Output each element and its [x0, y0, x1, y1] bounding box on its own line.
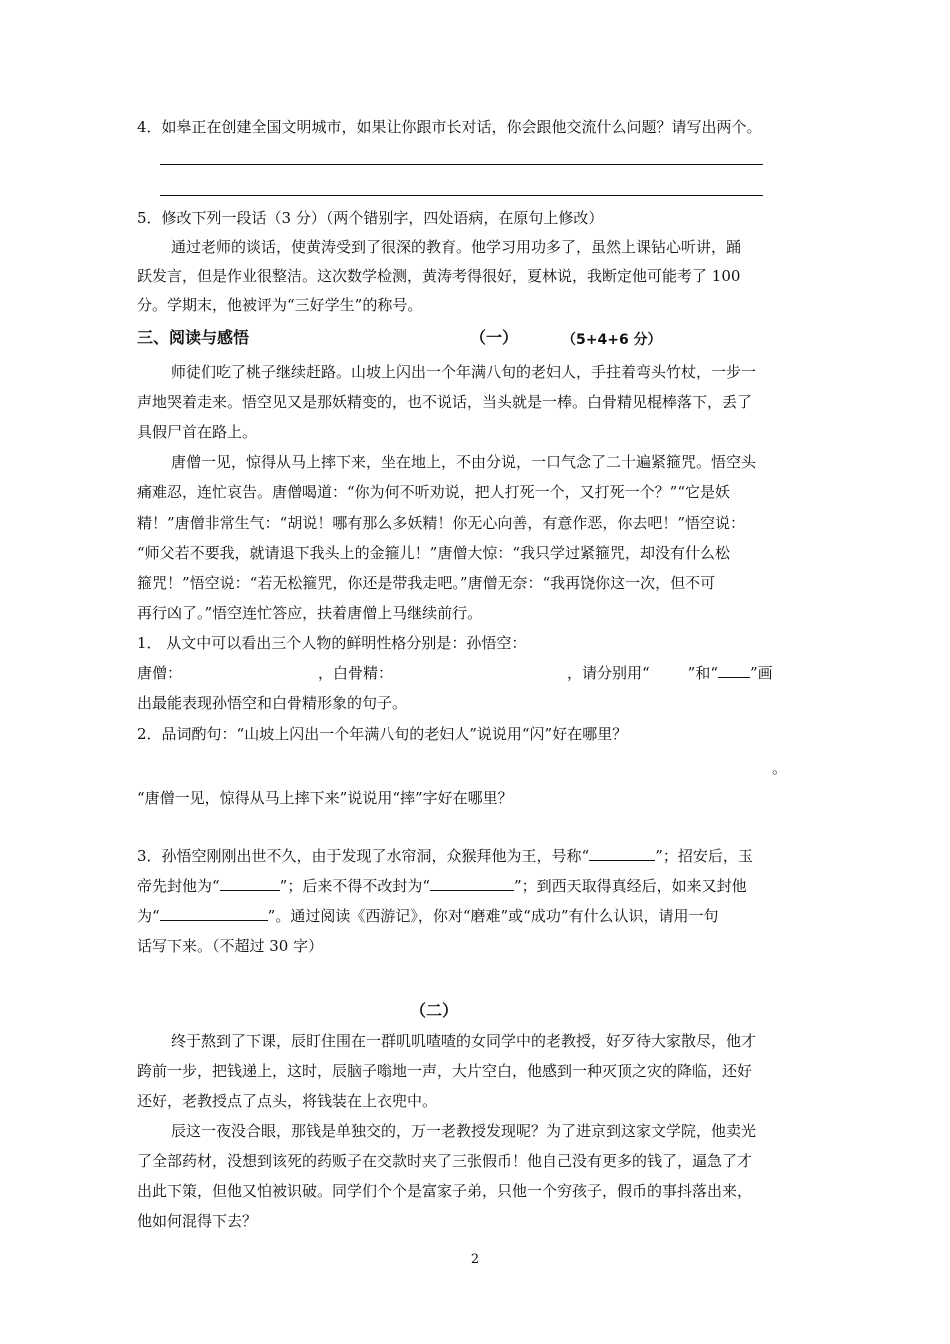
- section-heading: 三、阅读与感悟: [137, 328, 250, 347]
- fill-blank[interactable]: [160, 906, 268, 921]
- passage-line: 了全部药材，没想到该死的药贩子在交款时夹了三张假币！他自己没有更多的钱了，逼急了才: [137, 1152, 753, 1170]
- q5-text-line: 分。学期末，他被评为“三好学生”的称号。: [137, 296, 423, 314]
- q1-tangseng: 唐僧：: [137, 664, 183, 682]
- passage-line: 再行凶了。”悟空连忙答应，扶着唐僧上马继续前行。: [137, 604, 483, 622]
- q3-line: [137, 846, 753, 866]
- passage-line: 声地哭着走来。悟空见又是那妖精变的，也不说话，当头就是一棒。白骨精见棍棒落下，丢了: [137, 393, 753, 411]
- passage-line: 他如何混得下去？: [137, 1212, 258, 1230]
- q3-part: ”；到西天取得真经后，如来又封他: [514, 877, 747, 895]
- passage-line: 出此下策，但他又怕被识破。同学们个个是富家子弟，只他一个穷孩子，假币的事抖落出来，: [137, 1182, 753, 1200]
- part-2-label: （二）: [410, 1001, 459, 1020]
- q5-text-line: 通过老师的谈话，使黄涛受到了很深的教育。他学习用功多了，虽然上课钻心听讲，踊: [171, 238, 742, 256]
- q3-part: ”；招安后，玉: [655, 847, 753, 865]
- q3-part: 3．孙悟空刚刚出世不久，由于发现了水帘洞，众猴拜他为王，号称“: [137, 847, 590, 865]
- q1-instr-part: ，请分别用“: [567, 664, 650, 682]
- passage-line: 辰这一夜没合眼，那钱是单独交的，万一老教授发现呢？为了进京到这家文学院，他卖光: [171, 1122, 757, 1140]
- passage-line: 终于熬到了下课，辰盯住围在一群叽叽喳喳的女同学中的老教授，好歹待大家散尽，他才: [171, 1032, 757, 1050]
- q3-part: ”；后来不得不改封为“: [279, 877, 431, 895]
- q3-part: ”。通过阅读《西游记》，你对“磨难”或“成功”有什么认识，请用一句: [267, 907, 719, 925]
- passage-line: 痛难忍，连忙哀告。唐僧喝道：“你为何不听劝说，把人打死一个，又打死一个？”“它是妖: [137, 483, 731, 501]
- passage-line: 唐僧一见，惊得从马上摔下来，坐在地上，不由分说，一口气念了二十遍紧箍咒。悟空头: [171, 453, 757, 471]
- q3-part: 帝先封他为“: [137, 877, 220, 895]
- passage-line: 精！”唐僧非常生气：“胡说！哪有那么多妖精！你无心向善，有意作恶，你去吧！”悟空说：: [137, 514, 746, 532]
- q1-instr-part: ”画: [750, 664, 773, 682]
- q3-line: [137, 876, 747, 896]
- q3-line: [137, 906, 719, 926]
- part-label: （一）: [470, 328, 519, 347]
- q1-line: 1． 从文中可以看出三个人物的鲜明性格分别是：孙悟空：: [137, 634, 527, 652]
- passage-line: 师徒们吃了桃子继续赶路。山坡上闪出一个年满八旬的老妇人，手拄着弯头竹杖，一步一: [171, 363, 757, 381]
- q3-part: 为“: [137, 907, 160, 925]
- q2-period: 。: [772, 759, 788, 777]
- question-5-title: 5．修改下列一段话（3 分）（两个错别字，四处语病，在原句上修改）: [137, 209, 604, 227]
- q2-line: “唐僧一见，惊得从马上摔下来”说说用“摔”字好在哪里？: [137, 789, 513, 807]
- fill-blank[interactable]: [430, 876, 514, 891]
- q3-line: 话写下来。（不超过 30 字）: [137, 937, 324, 955]
- passage-line: 跨前一步，把钱递上，这时，辰脑子嗡地一声，大片空白，他感到一种灭顶之灾的降临，还好: [137, 1062, 753, 1080]
- fill-blank[interactable]: [220, 876, 280, 891]
- q1-instr-part: ”和“: [687, 664, 719, 682]
- q1-instruction: [567, 663, 773, 683]
- answer-line-2: [160, 195, 763, 196]
- passage-line: 箍咒！”悟空说：“若无松箍咒，你还是带我走吧。”唐僧无奈：“我再饶你这一次，但不可: [137, 574, 716, 592]
- fill-blank[interactable]: [718, 663, 750, 678]
- score-note: （5+4+6 分）: [562, 332, 662, 348]
- passage-line: 还好，老教授点了点头，将钱装在上衣兜中。: [137, 1092, 438, 1110]
- answer-line-1: [160, 164, 763, 165]
- passage-line: 具假尸首在路上。: [137, 423, 258, 441]
- q1-baigujing: ，白骨精：: [318, 664, 394, 682]
- q1-line: 出最能表现孙悟空和白骨精形象的句子。: [137, 694, 408, 712]
- passage-line: “师父若不要我，就请退下我头上的金箍儿！”唐僧大惊：“我只学过紧箍咒，却没有什么松: [137, 544, 731, 562]
- q5-text-line: 跃发言，但是作业很整洁。这次数学检测，黄涛考得很好，夏林说，我断定他可能考了 100: [137, 267, 741, 285]
- page-number: 2: [470, 1252, 480, 1267]
- question-4: 4．如皋正在创建全国文明城市，如果让你跟市长对话，你会跟他交流什么问题？请写出两个。: [137, 118, 762, 136]
- fill-blank[interactable]: [589, 846, 655, 861]
- q2-line: 2．品词酌句：“山坡上闪出一个年满八旬的老妇人”说说用“闪”好在哪里？: [137, 725, 628, 743]
